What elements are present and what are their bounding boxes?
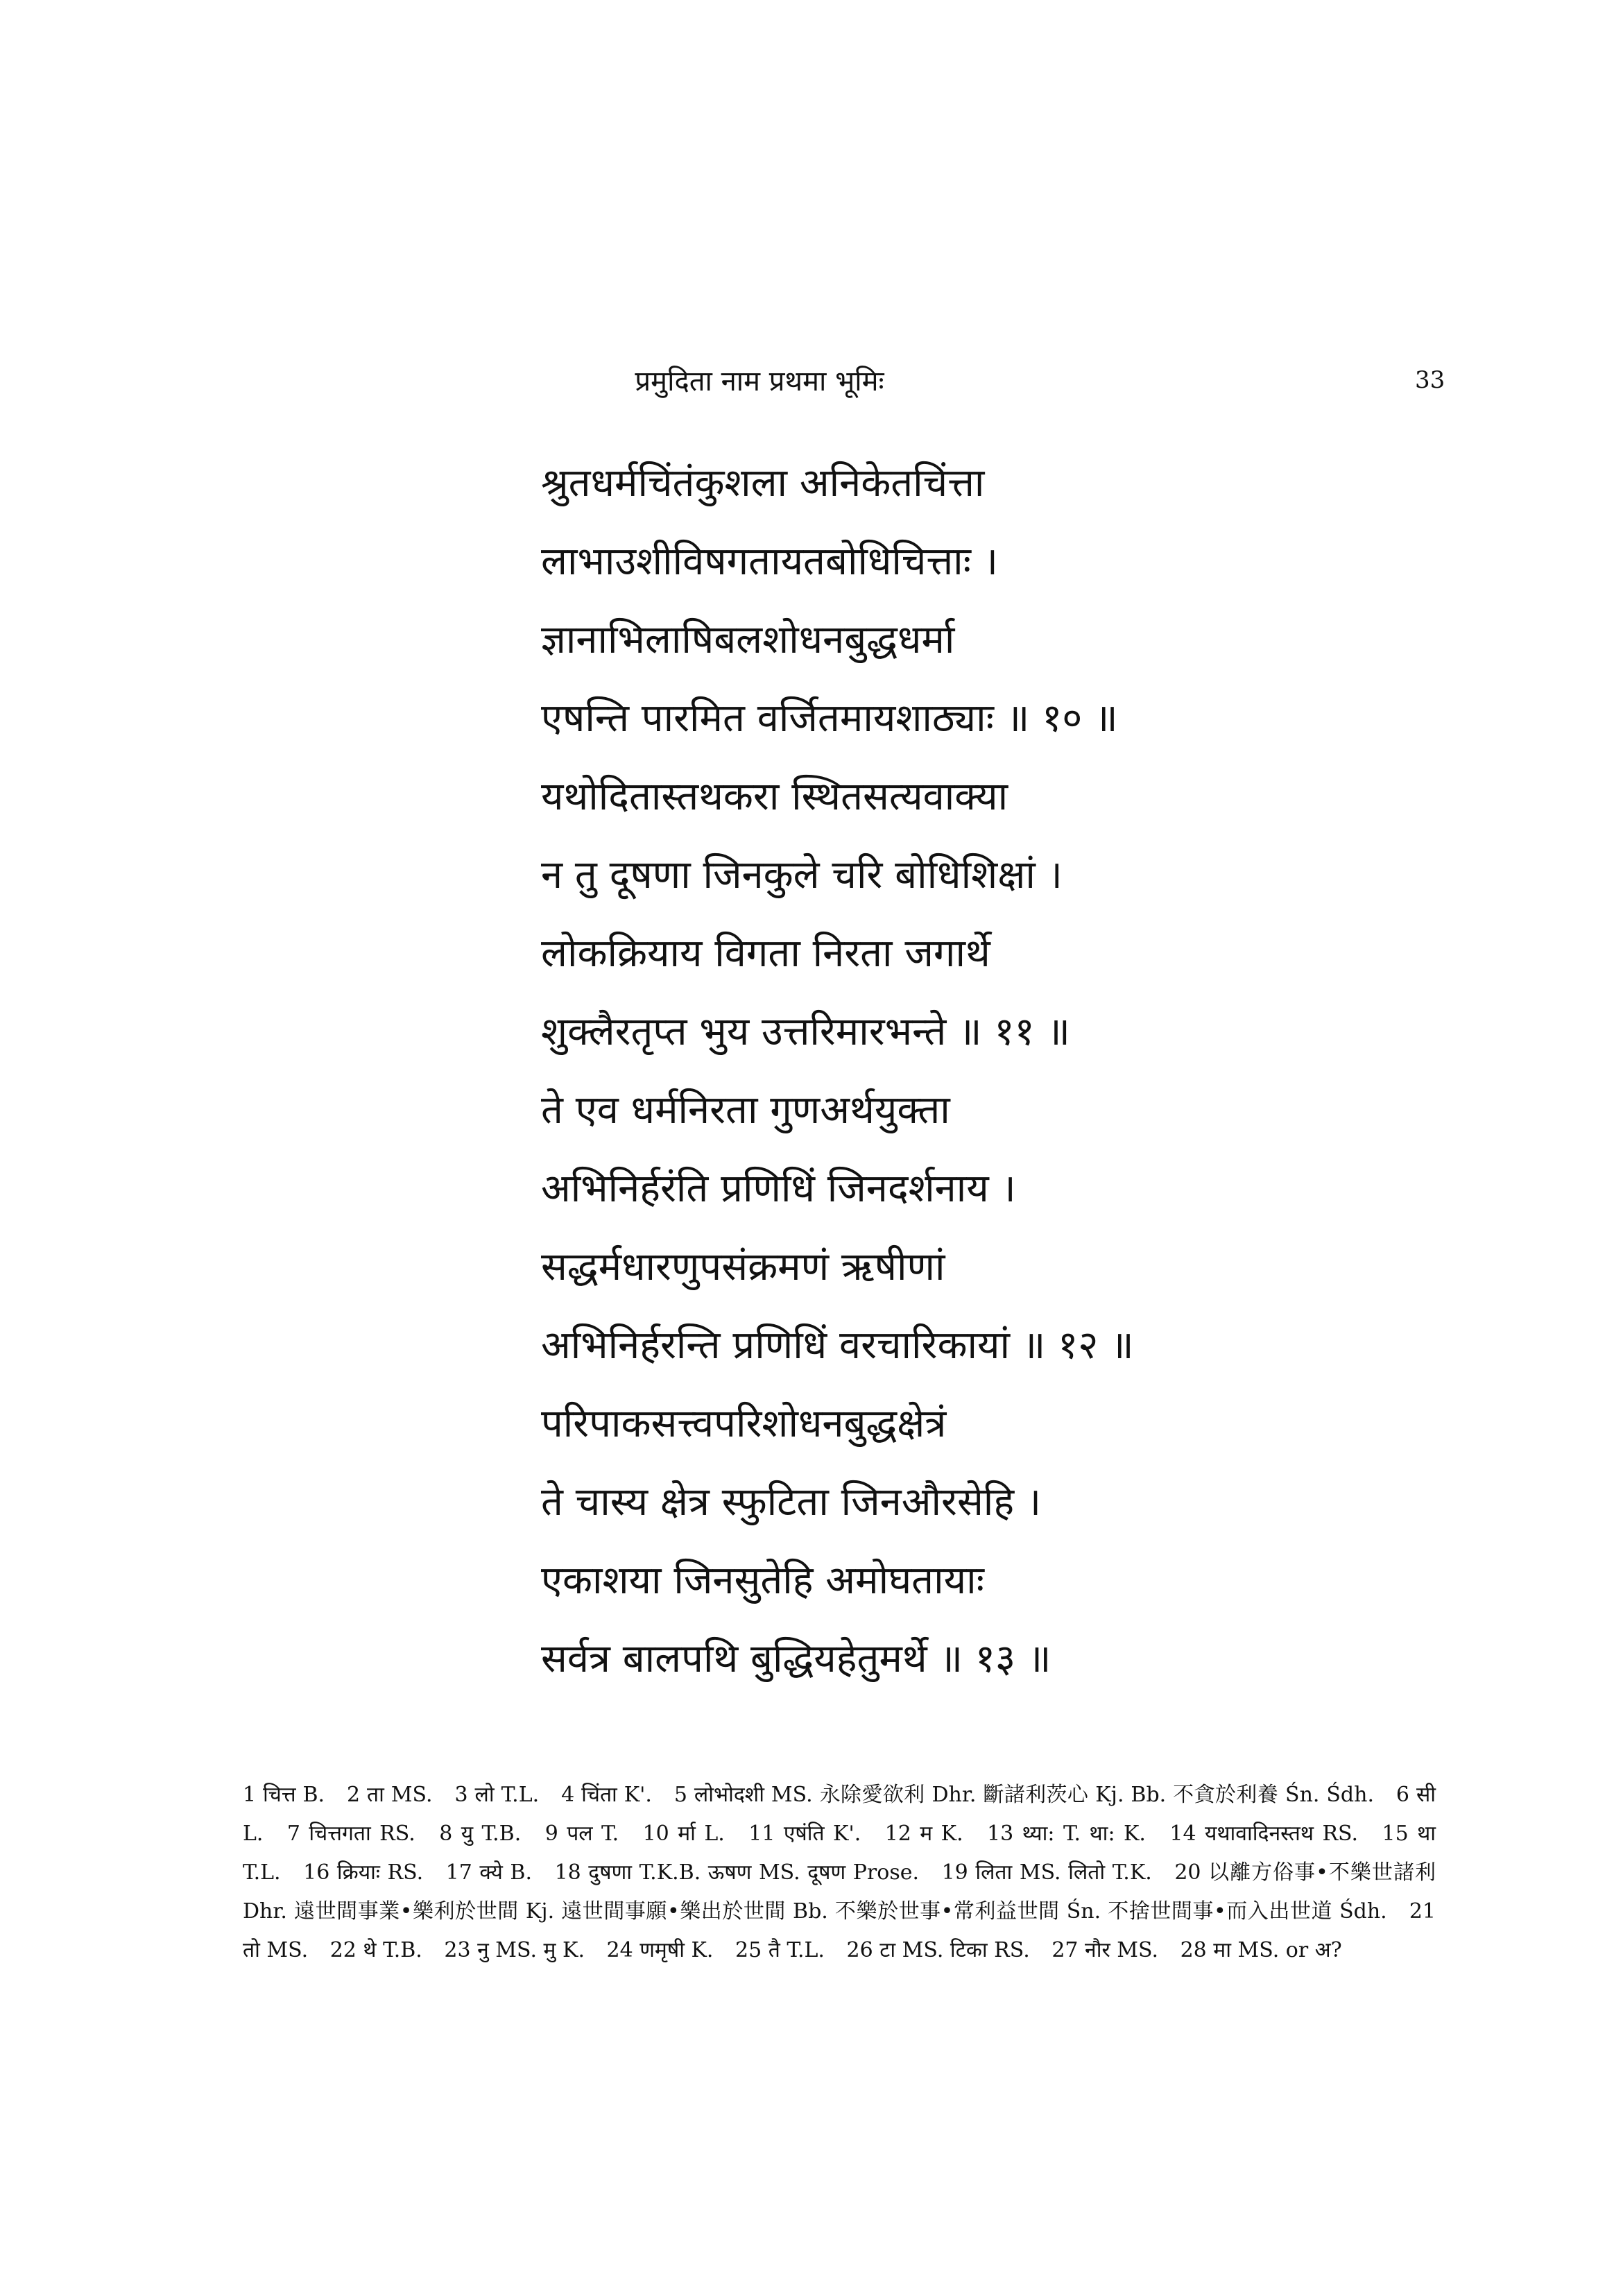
footnote: 5 लोभोदशी MS. 永除愛欲利 Dhr. 斷諸利茨心 Kj. Bb. 不貪於利養 Śn. Śdh. xyxy=(673,1783,1374,1807)
page-number: 33 xyxy=(1415,366,1445,394)
footnote: 7 चित्तगता RS. xyxy=(286,1822,415,1846)
verse-line: शुक्लैरतृप्त भुय उत्तरिमारभन्ते ॥ ११ ॥ xyxy=(541,1009,1070,1054)
footnote: 23 नु MS. मु K. xyxy=(444,1938,585,1962)
verse-line: ज्ञानाभिलाषिबलशोधनबुद्धधर्मा xyxy=(541,617,955,662)
verse-line: न तु दूषणा जिनकुले चरि बोधिशिक्षां । xyxy=(541,853,1063,898)
verse-line: ते एव धर्मनिरता गुणअर्थयुक्ता xyxy=(541,1088,950,1133)
verse-line: ते चास्य क्षेत्र स्फुटिता जिनऔरसेहि । xyxy=(541,1480,1042,1525)
verse-line: सद्धर्मधारणुपसंक्रमणं ऋषीणां xyxy=(541,1244,945,1290)
footnote: 20 以離方俗事•不樂世諸利 Dhr. 遠世間事業•樂利於世間 Kj. 遠世間事願•樂出於世間 Bb. 不樂於世事•常利益世間 Śn. 不捨世間事•而入出世道 Śdh. xyxy=(243,1860,1436,1924)
footnote: 13 थ्या: T. था: K. xyxy=(987,1822,1146,1846)
footnotes xyxy=(243,1776,1436,1970)
footnote: 3 लो T.L. xyxy=(454,1783,540,1807)
footnote: 4 चिंता K'. xyxy=(561,1783,652,1807)
verse-block xyxy=(541,444,1443,1698)
verse-line: लाभाउशीविषगतायतबोधिचित्ताः । xyxy=(541,539,999,584)
footnote: 10 र्मा L. xyxy=(642,1822,725,1846)
footnote: 2 ता MS. xyxy=(347,1783,433,1807)
footnote: 6 सी L. xyxy=(243,1783,1436,1846)
verse-line: परिपाकसत्त्वपरिशोधनबुद्धक्षेत्रं xyxy=(541,1401,947,1446)
footnote: 15 था T.L. xyxy=(243,1822,1436,1885)
verse-line: एषन्ति पारमित वर्जितमायशाठ्याः ॥ १० ॥ xyxy=(541,696,1118,741)
verse-line: श्रुतधर्मचिंतंकुशला अनिकेतचिंत्ता xyxy=(541,461,985,506)
footnote: 21 तो MS. xyxy=(243,1899,1436,1962)
verse-line: लोकक्रियाय विगता निरता जगार्थे xyxy=(541,931,990,976)
footnote: 26 टा MS. टिका RS. xyxy=(846,1938,1030,1962)
footnote: 9 पल T. xyxy=(544,1822,619,1846)
footnote: 27 नौर MS. xyxy=(1051,1938,1159,1962)
footnote: 28 मा MS. or अ? xyxy=(1180,1938,1342,1962)
footnote: 22 थे T.B. xyxy=(329,1938,422,1962)
footnote: 18 दुषणा T.K.B. ऊषण MS. दूषण Prose. xyxy=(554,1860,920,1885)
footnote: 19 लिता MS. लितो T.K. xyxy=(941,1860,1152,1885)
verse-line: एकाशया जिनसुतेहि अमोघतायाः xyxy=(541,1558,984,1603)
footnote: 14 यथावादिनस्तथ RS. xyxy=(1169,1822,1359,1846)
verse-line: अभिनिर्हरन्ति प्रणिधिं वरचारिकायां ॥ १२ ॥ xyxy=(541,1323,1134,1368)
footnote: 11 एषंति K'. xyxy=(748,1822,861,1846)
footnote: 16 क्रियाः RS. xyxy=(303,1860,424,1885)
verse-line: अभिनिर्हरंति प्रणिधिं जिनदर्शनाय । xyxy=(541,1166,1016,1211)
footnote: 1 चित्त B. xyxy=(243,1783,325,1807)
footnote: 12 म K. xyxy=(884,1822,963,1846)
footnote: 8 यु T.B. xyxy=(439,1822,522,1846)
footnote: 17 क्ये B. xyxy=(445,1860,532,1885)
verse-line: यथोदितास्तथकरा स्थितसत्यवाक्या xyxy=(541,774,1008,819)
footnote: 25 तै T.L. xyxy=(735,1938,825,1962)
verse-line: सर्वत्र बालपथि बुद्धियहेतुमर्थे ॥ १३ ॥ xyxy=(541,1636,1051,1681)
running-header-title: प्रमुदिता नाम प्रथमा भूमिः xyxy=(635,366,884,397)
footnote: 24 णमृषी K. xyxy=(606,1938,714,1962)
